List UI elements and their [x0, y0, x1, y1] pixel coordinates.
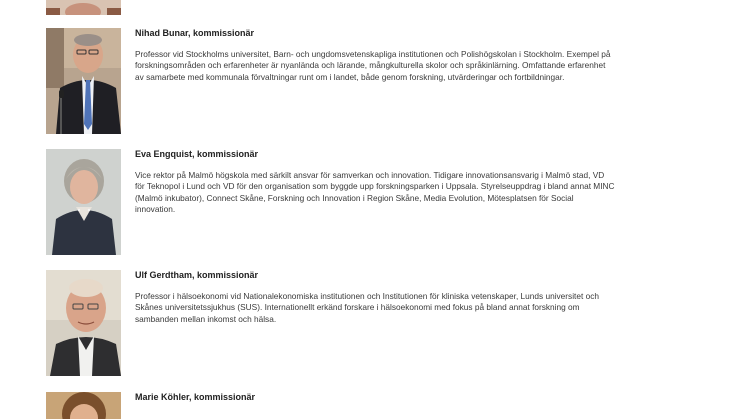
- portrait-photo: [46, 392, 121, 419]
- commissioner-bio: Professor vid Stockholms universitet, Barn- och ungdomsvetenskapliga institutionen och Polishögskolan i Stockholm. Exempel på forskningsområden och erfarenheter är nyanlända och lärande, mångkulturella skolor och språkinlärning. Omfattande erfarenhet av samarbete med kommunala förvaltningar runt om i landet, både genom forskning, utvärderingar och fortbildningar.: [135, 49, 611, 82]
- portrait-photo: [46, 270, 121, 376]
- commissioner-bio: Vice rektor på Malmö högskola med särkilt ansvar för samverkan och innovation. Tidigare innovationsansvarig i Malmö stad, VD för Teknopol i Lund och VD för den organisation som byggde upp forskningsparken i Uppsala. Styrelseuppdrag i bland annat MINC (Malmö inkubator), Connect Skåne, Forskning och Innovation i Region Skåne, Media Evolution, Mötesplatsen för Social innovation.: [135, 170, 615, 214]
- previous-portrait-photo: [46, 0, 121, 15]
- portrait-photo: [46, 149, 121, 255]
- commissioner-bio: Professor i hälsoekonomi vid Nationalekonomiska institutionen och Institutionen för kliniska vetenskaper, Lunds universitet och Skånes universitetssjukhus (SUS). Internationellt erkänd forskare i hälsoekonomi med fokus på bland annat forskning om sambanden mellan inkomst och hälsa.: [135, 291, 599, 324]
- commissioner-name: Marie Köhler, kommissionär: [135, 392, 256, 402]
- portrait-photo: [46, 28, 121, 134]
- commissioner-name: Eva Engquist, kommissionär: [135, 149, 259, 159]
- commissioner-name: Nihad Bunar, kommissionär: [135, 28, 255, 38]
- commissioner-name: Ulf Gerdtham, kommissionär: [135, 270, 259, 280]
